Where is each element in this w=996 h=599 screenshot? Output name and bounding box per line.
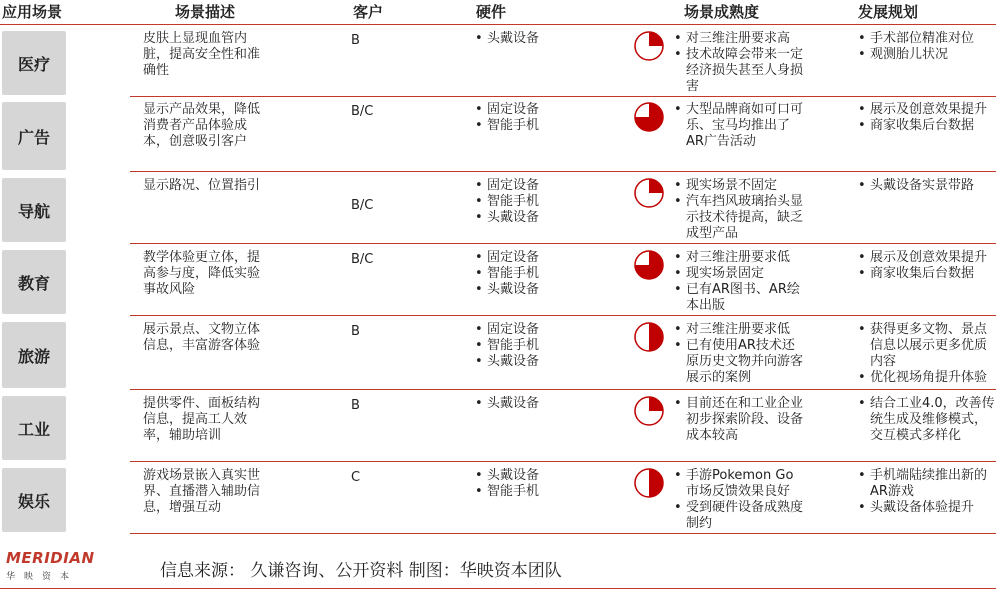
bullet-icon: • [858, 500, 866, 515]
hardware-text: 头戴设备 [487, 354, 540, 369]
scenario-description: 显示路况、位置指引 [143, 178, 261, 193]
maturity-text: 对三维注册要求低 [686, 250, 791, 265]
row-divider [130, 461, 996, 462]
plan-list [856, 396, 996, 444]
maturity-pie-icon [633, 177, 665, 209]
bullet-icon: • [858, 118, 866, 133]
maturity-list [672, 178, 806, 242]
header-divider [0, 24, 996, 25]
bullet-icon: • [674, 266, 682, 281]
hardware-text: 头戴设备 [487, 396, 540, 411]
hardware-text: 头戴设备 [487, 468, 540, 483]
hardware-text: 智能手机 [487, 484, 540, 499]
hardware-list [473, 468, 583, 500]
bullet-icon: • [475, 396, 483, 411]
bullet-icon: • [858, 396, 866, 411]
maturity-item [672, 396, 806, 444]
plan-text: 获得更多文物、景点信息以展示更多优质内容 [870, 322, 988, 369]
plan-text: 结合工业4.0，改善传统生成及维修模式，交互模式多样化 [870, 396, 995, 443]
scenario-description: 显示产品效果，降低消费者产品体验成本，创意吸引客户 [143, 102, 261, 149]
plan-item [856, 47, 996, 63]
plan-list [856, 31, 996, 63]
bullet-icon: • [858, 31, 866, 46]
bullet-icon: • [858, 266, 866, 281]
maturity-pie-fill [649, 32, 663, 46]
bullet-icon: • [475, 468, 483, 483]
maturity-text: 受到硬件设备成熟度制约 [686, 500, 804, 531]
plan-text: 手机端陆续推出新的AR游戏 [870, 468, 988, 499]
maturity-text: 现实场景不固定 [686, 178, 778, 193]
hardware-text: 智能手机 [487, 338, 540, 353]
bullet-icon: • [674, 194, 682, 209]
maturity-list [672, 102, 806, 150]
scenario-description: 教学体验更立体，提高参与度，降低实验事故风险 [143, 250, 261, 297]
bullet-icon: • [858, 178, 866, 193]
hardware-list [473, 31, 583, 47]
row-divider [130, 315, 996, 316]
hardware-item [473, 178, 583, 194]
maturity-pie-fill [649, 323, 663, 351]
bullet-icon: • [858, 322, 866, 337]
hardware-list [473, 178, 583, 226]
plan-text: 观测胎儿状况 [870, 47, 949, 62]
maturity-pie-icon [633, 101, 665, 133]
table-row [0, 248, 996, 316]
hardware-item [473, 338, 583, 354]
plan-text: 头戴设备实景带路 [870, 178, 975, 193]
row-divider [130, 389, 996, 390]
maturity-text: 汽车挡风玻璃抬头显示技术待提高，缺乏成型产品 [686, 194, 804, 241]
plan-item [856, 322, 996, 370]
hardware-list [473, 250, 583, 298]
hardware-item [473, 266, 583, 282]
maturity-list [672, 322, 806, 386]
hardware-text: 固定设备 [487, 178, 540, 193]
header-desc: 场景描述 [175, 3, 236, 21]
row-divider [130, 96, 996, 97]
bullet-icon: • [475, 31, 483, 46]
bullet-icon: • [475, 338, 483, 353]
row-divider [130, 533, 996, 534]
hardware-text: 固定设备 [487, 250, 540, 265]
bullet-icon: • [674, 31, 682, 46]
hardware-list [473, 396, 583, 412]
hardware-item [473, 322, 583, 338]
bullet-icon: • [858, 370, 866, 385]
row-divider [130, 243, 996, 244]
bullet-icon: • [674, 282, 682, 297]
maturity-item [672, 266, 806, 282]
hardware-item [473, 484, 583, 500]
maturity-text: 已有使用AR技术还原历史文物并向游客展示的案例 [686, 338, 804, 385]
table-row [0, 100, 996, 172]
maturity-pie-icon [633, 321, 665, 353]
bullet-icon: • [858, 250, 866, 265]
hardware-item [473, 468, 583, 484]
plan-text: 头戴设备体验提升 [870, 500, 975, 515]
maturity-item [672, 468, 806, 500]
maturity-item [672, 102, 806, 150]
bullet-icon: • [858, 47, 866, 62]
customer-type: B/C [351, 198, 374, 213]
hardware-list [473, 322, 583, 370]
logo-wordmark: MERIDIAN [6, 549, 95, 567]
scenario-label: 旅游 [2, 322, 66, 388]
source-note: 信息来源： 久谦咨询、公开资料 制图：华映资本团队 [160, 561, 562, 581]
hardware-item [473, 354, 583, 370]
customer-type: B/C [351, 252, 374, 267]
bullet-icon: • [674, 250, 682, 265]
maturity-item [672, 47, 806, 95]
header-app: 应用场景 [2, 3, 63, 21]
hardware-text: 智能手机 [487, 266, 540, 281]
maturity-text: 对三维注册要求低 [686, 322, 791, 337]
maturity-list [672, 250, 806, 314]
maturity-list [672, 396, 806, 444]
plan-item [856, 500, 996, 516]
hardware-text: 智能手机 [487, 194, 540, 209]
bullet-icon: • [674, 500, 682, 515]
table-row [0, 29, 996, 97]
plan-text: 商家收集后台数据 [870, 266, 975, 281]
maturity-pie-icon [633, 395, 665, 427]
customer-type: B [351, 33, 360, 48]
maturity-item [672, 322, 806, 338]
plan-list [856, 468, 996, 516]
maturity-item [672, 500, 806, 532]
maturity-item [672, 194, 806, 242]
meridian-logo [6, 549, 106, 582]
scenario-label: 导航 [2, 178, 66, 242]
hardware-text: 头戴设备 [487, 210, 540, 225]
maturity-text: 已有AR图书、AR绘本出版 [686, 282, 800, 313]
hardware-text: 头戴设备 [487, 282, 540, 297]
customer-type: B [351, 324, 360, 339]
plan-text: 商家收集后台数据 [870, 118, 975, 133]
hardware-item [473, 118, 583, 134]
footer-divider [0, 588, 996, 589]
bullet-icon: • [475, 194, 483, 209]
scenario-label: 教育 [2, 250, 66, 314]
bullet-icon: • [858, 468, 866, 483]
hardware-item [473, 31, 583, 47]
scenario-description: 提供零件、面板结构信息，提高工人效率，辅助培训 [143, 396, 261, 443]
maturity-text: 技术故障会带来一定经济损失甚至人身损害 [686, 47, 804, 94]
bullet-icon: • [674, 468, 682, 483]
bullet-icon: • [475, 102, 483, 117]
hardware-text: 固定设备 [487, 102, 540, 117]
maturity-item [672, 31, 806, 47]
scenario-label: 娱乐 [2, 468, 66, 532]
hardware-text: 头戴设备 [487, 31, 540, 46]
maturity-text: 现实场景固定 [686, 266, 765, 281]
header-plan: 发展规划 [858, 3, 919, 21]
bullet-icon: • [475, 178, 483, 193]
plan-text: 展示及创意效果提升 [870, 102, 988, 117]
hardware-item [473, 396, 583, 412]
maturity-list [672, 31, 806, 95]
maturity-item [672, 178, 806, 194]
customer-type: B [351, 398, 360, 413]
plan-text: 手术部位精准对位 [870, 31, 975, 46]
maturity-pie-icon [633, 249, 665, 281]
plan-text: 优化视场角提升体验 [870, 370, 988, 385]
header-maturity: 场景成熟度 [684, 3, 760, 21]
row-divider [130, 171, 996, 172]
bullet-icon: • [475, 322, 483, 337]
maturity-pie-icon [633, 30, 665, 62]
plan-item [856, 31, 996, 47]
hardware-item [473, 194, 583, 210]
maturity-pie-icon [633, 467, 665, 499]
plan-item [856, 118, 996, 134]
bullet-icon: • [674, 322, 682, 337]
bullet-icon: • [674, 178, 682, 193]
customer-type: B/C [351, 104, 374, 119]
scenario-description: 展示景点、文物立体信息，丰富游客体验 [143, 322, 261, 353]
bullet-icon: • [475, 118, 483, 133]
header-hardware: 硬件 [476, 3, 507, 21]
plan-item [856, 468, 996, 500]
table-row [0, 320, 996, 390]
maturity-text: 大型品牌商如可口可乐、宝马均推出了AR广告活动 [686, 102, 804, 149]
table-row [0, 466, 996, 534]
bullet-icon: • [674, 396, 682, 411]
scenario-description: 皮肤上显现血管内脏，提高安全性和准确性 [143, 31, 261, 78]
bullet-icon: • [475, 282, 483, 297]
plan-list [856, 102, 996, 134]
logo-subtitle: 华映资本 [6, 572, 79, 582]
plan-list [856, 322, 996, 386]
bullet-icon: • [475, 354, 483, 369]
plan-item [856, 178, 996, 194]
plan-list [856, 250, 996, 282]
table-row [0, 176, 996, 244]
hardware-list [473, 102, 583, 134]
hardware-text: 固定设备 [487, 322, 540, 337]
customer-type: C [351, 470, 361, 485]
maturity-pie-fill [649, 179, 663, 193]
header-customer: 客户 [353, 3, 384, 21]
bullet-icon: • [475, 250, 483, 265]
hardware-item [473, 102, 583, 118]
hardware-item [473, 282, 583, 298]
maturity-pie-fill [649, 469, 663, 497]
bullet-icon: • [674, 47, 682, 62]
maturity-item [672, 282, 806, 314]
maturity-item [672, 338, 806, 386]
scenario-description: 游戏场景嵌入真实世界、直播潜入辅助信息，增强互动 [143, 468, 261, 515]
maturity-text: 目前还在和工业企业初步探索阶段、设备成本较高 [686, 396, 804, 443]
hardware-text: 智能手机 [487, 118, 540, 133]
plan-item [856, 396, 996, 444]
plan-item [856, 266, 996, 282]
plan-item [856, 250, 996, 266]
table-row [0, 394, 996, 462]
plan-item [856, 102, 996, 118]
hardware-item [473, 210, 583, 226]
bullet-icon: • [475, 210, 483, 225]
scenario-label: 医疗 [2, 31, 66, 95]
maturity-list [672, 468, 806, 532]
maturity-text: 对三维注册要求高 [686, 31, 791, 46]
maturity-text: 手游Pokemon Go市场反馈效果良好 [686, 468, 794, 499]
bullet-icon: • [674, 102, 682, 117]
maturity-pie-fill [649, 397, 663, 411]
bullet-icon: • [475, 266, 483, 281]
bullet-icon: • [674, 338, 682, 353]
plan-text: 展示及创意效果提升 [870, 250, 988, 265]
maturity-item [672, 250, 806, 266]
scenario-label: 广告 [2, 102, 66, 170]
scenario-label: 工业 [2, 396, 66, 460]
hardware-item [473, 250, 583, 266]
bullet-icon: • [475, 484, 483, 499]
plan-item [856, 370, 996, 386]
plan-list [856, 178, 996, 194]
bullet-icon: • [858, 102, 866, 117]
